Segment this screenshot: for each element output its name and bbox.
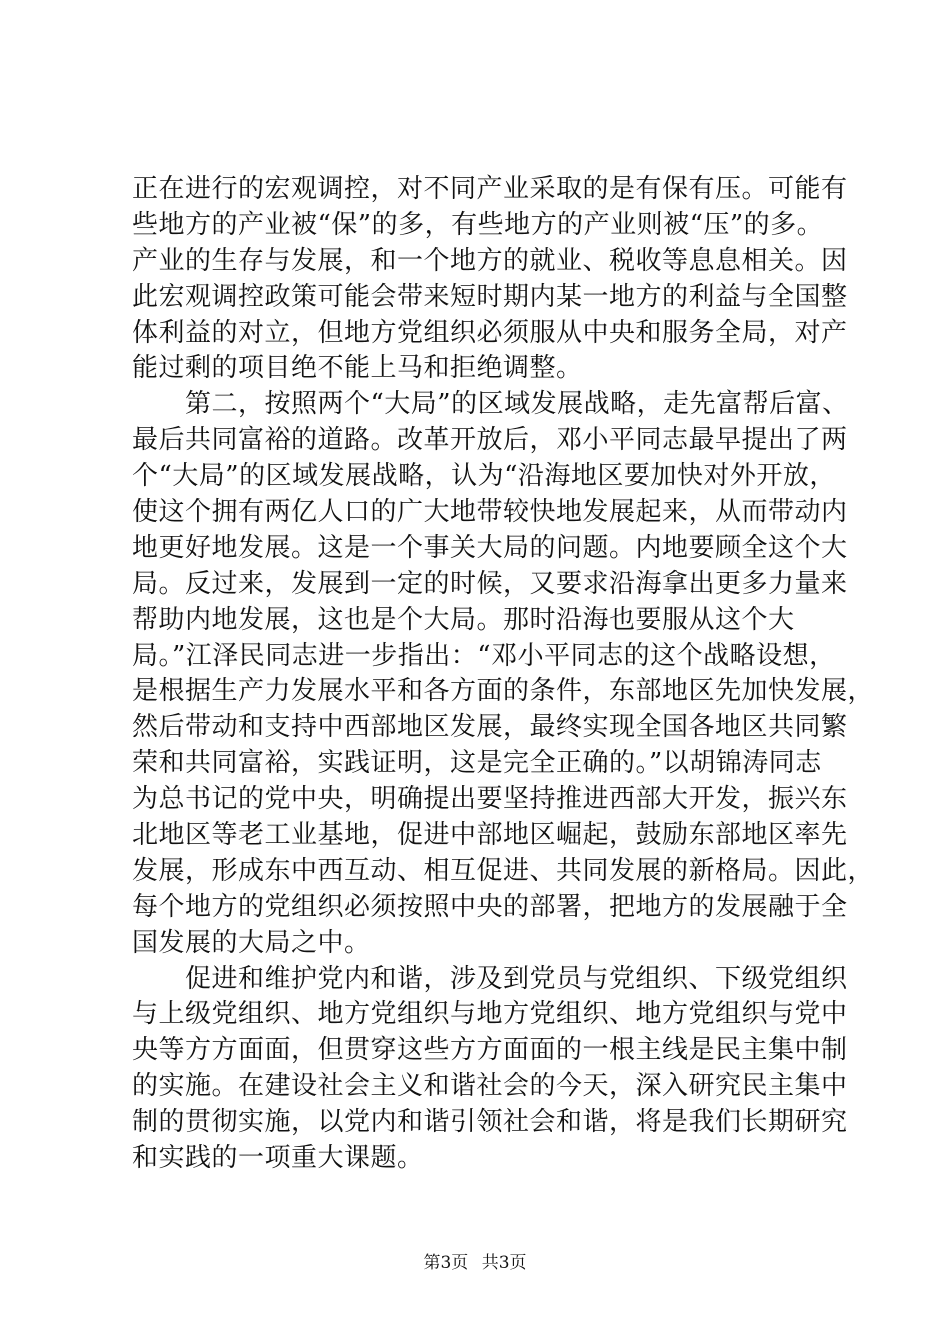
text-line: 最后共同富裕的道路。改革开放后，邓小平同志最早提出了两 — [132, 425, 848, 456]
text-line: 荣和共同富裕，实践证明，这是完全正确的。”以胡锦涛同志 — [132, 748, 822, 779]
text-line: 为总书记的党中央，明确提出要坚持推进西部大开发，振兴东 — [132, 784, 848, 815]
page-number: 第3页 — [423, 1253, 469, 1273]
text-line: 每个地方的党组织必须按照中央的部署，把地方的发展融于全 — [132, 891, 848, 922]
text-line: 能过剩的项目绝不能上马和拒绝调整。 — [132, 353, 583, 384]
text-line: 和实践的一项重大课题。 — [132, 1143, 424, 1174]
text-line: 正在进行的宏观调控，对不同产业采取的是有保有压。可能有 — [132, 174, 848, 204]
text-line: 此宏观调控政策可能会带来短时期内某一地方的利益与全国整 — [132, 281, 848, 312]
text-line: 是根据生产力发展水平和各方面的条件，东部地区先加快发展， — [132, 676, 875, 707]
text-line: 产业的生存与发展，和一个地方的就业、税收等息息相关。因 — [132, 245, 848, 276]
page-footer — [0, 1252, 950, 1274]
text-line: 北地区等老工业基地，促进中部地区崛起，鼓励东部地区率先 — [132, 820, 848, 851]
text-line: 些地方的产业被“保”的多，有些地方的产业则被“压”的多。 — [132, 209, 824, 240]
text-line: 国发展的大局之中。 — [132, 927, 371, 958]
text-line: 地更好地发展。这是一个事关大局的问题。内地要顾全这个大 — [132, 532, 848, 563]
text-line: 局。反过来，发展到一定的时候，又要求沿海拿出更多力量来 — [132, 568, 848, 599]
text-line: 帮助内地发展，这也是个大局。那时沿海也要服从这个大 — [132, 604, 795, 635]
text-line: 制的贯彻实施，以党内和谐引领社会和谐，将是我们长期研究 — [132, 1107, 848, 1138]
text-line: 然后带动和支持中西部地区发展，最终实现全国各地区共同繁 — [132, 712, 848, 743]
text-line: 发展，形成东中西互动、相互促进、共同发展的新格局。因此， — [132, 855, 875, 886]
page-total: 共3页 — [481, 1253, 527, 1273]
text-line: 体利益的对立，但地方党组织必须服从中央和服务全局，对产 — [132, 317, 848, 348]
text-line: 第二，按照两个“大局”的区域发展战略，走先富帮后富、 — [132, 389, 849, 420]
text-line: 个“大局”的区域发展战略，认为“沿海地区要加快对外开放， — [132, 461, 836, 492]
document-body — [132, 172, 875, 1177]
text-line: 的实施。在建设社会主义和谐社会的今天，深入研究民主集中 — [132, 1071, 848, 1102]
text-line: 促进和维护党内和谐，涉及到党员与党组织、下级党组织 — [132, 963, 848, 994]
text-line: 央等方方面面，但贯穿这些方方面面的一根主线是民主集中制 — [132, 1035, 848, 1066]
text-line: 局。”江泽民同志进一步指出：“邓小平同志的这个战略设想， — [132, 640, 836, 671]
text-line: 与上级党组织、地方党组织与地方党组织、地方党组织与党中 — [132, 999, 848, 1030]
text-line: 使这个拥有两亿人口的广大地带较快地发展起来，从而带动内 — [132, 497, 848, 528]
